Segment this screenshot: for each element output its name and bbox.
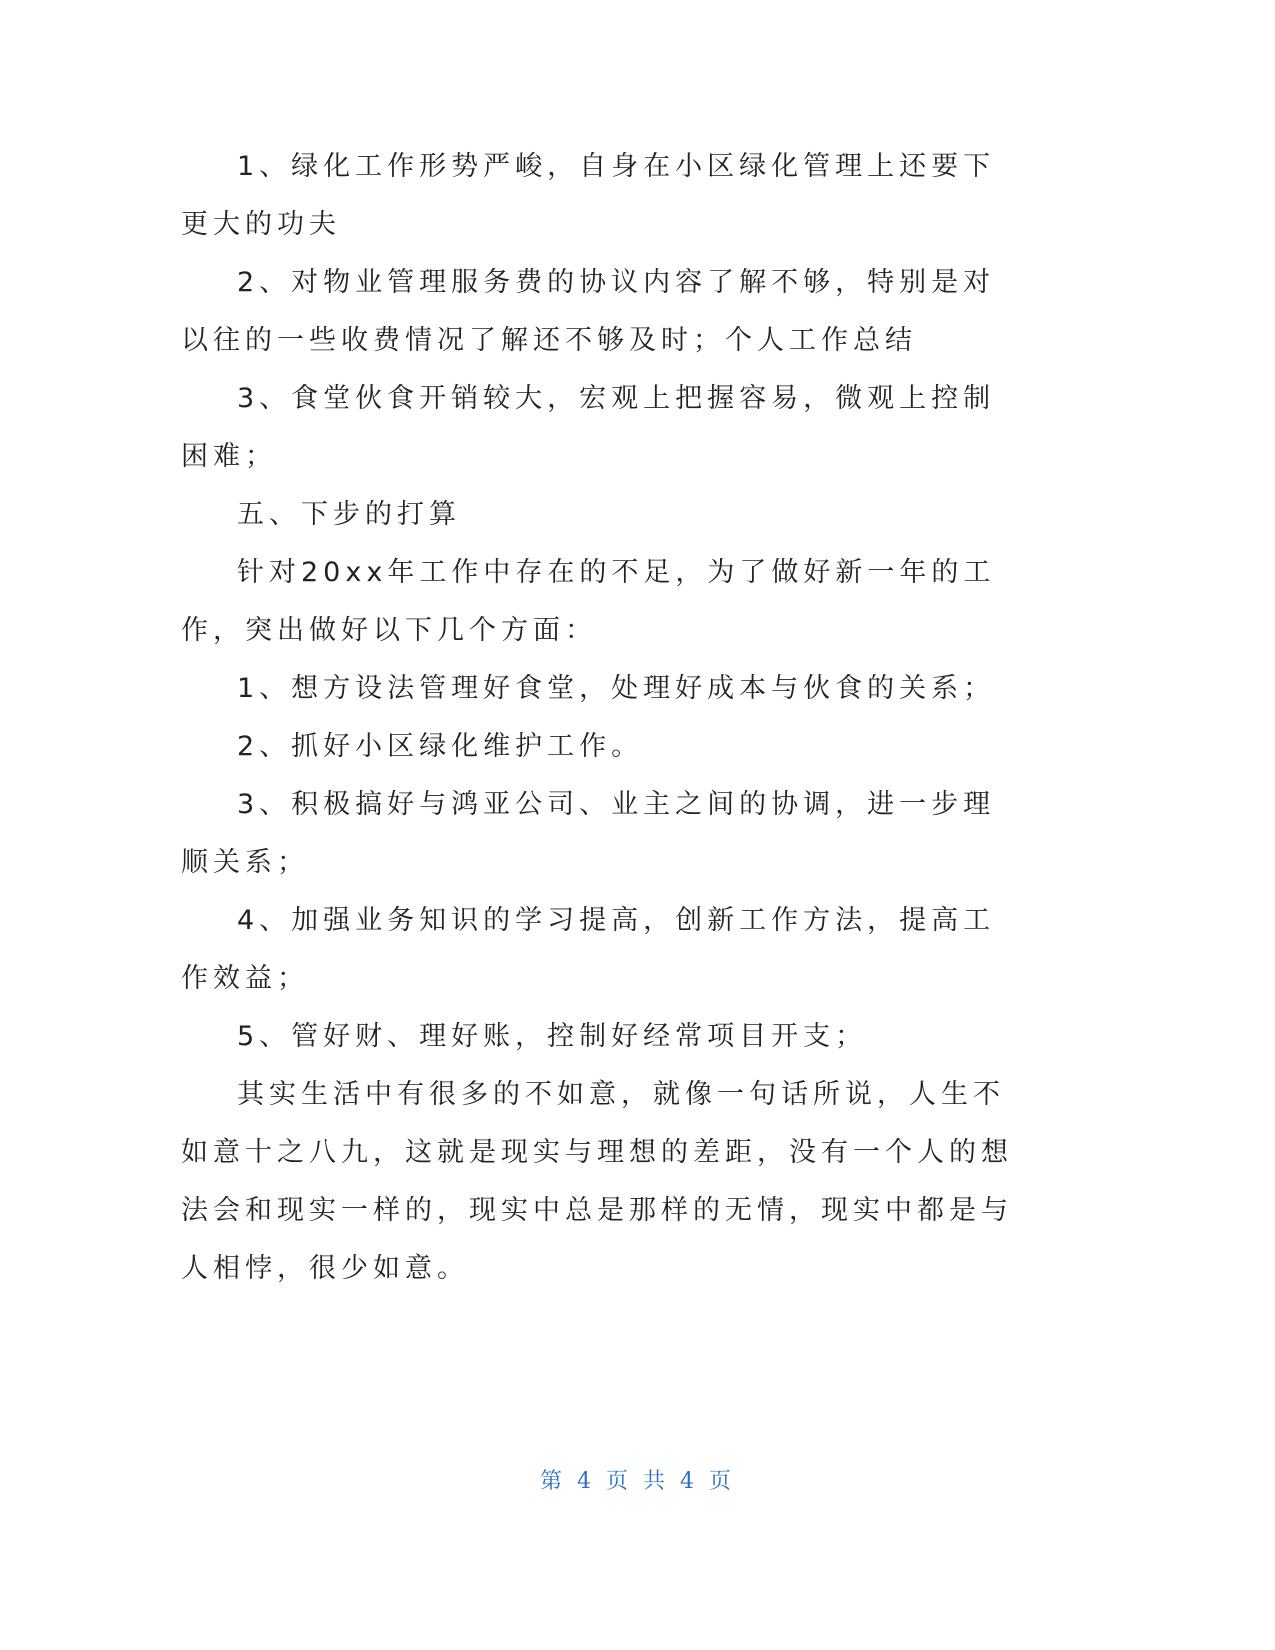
document-body [181,138,1021,1298]
section-heading-next-plan: 五、下步的打算 [237,499,461,530]
paragraph-fee-agreement-issue: 2、对物业管理服务费的协议内容了解不够，特别是对以往的一些收费情况了解还不够及时；个人工作总结 [181,267,996,356]
paragraph-plan-item-4: 4、加强业务知识的学习提高，创新工作方法，提高工作效益； [181,905,996,994]
paragraph-plan-item-2: 2、抓好小区绿化维护工作。 [237,731,644,762]
paragraph-plan-intro: 针对20xx年工作中存在的不足，为了做好新一年的工作，突出做好以下几个方面： [181,557,996,646]
paragraph-canteen-cost-issue: 3、食堂伙食开销较大，宏观上把握容易，微观上控制困难； [181,383,996,472]
paragraph-closing-reflection: 其实生活中有很多的不如意，就像一句话所说，人生不如意十之八九，这就是现实与理想的差距，没有一个人的想法会和现实一样的，现实中总是那样的无情，现实中都是与人相悖，很少如意。 [181,1079,1013,1284]
paragraph-plan-item-3: 3、积极搞好与鸿亚公司、业主之间的协调，进一步理顺关系； [181,789,996,878]
page-number-label: 第 4 页 共 4 页 [540,1469,735,1494]
paragraph-greening-issue: 1、绿化工作形势严峻，自身在小区绿化管理上还要下更大的功夫 [181,151,996,240]
page-footer [0,1466,1275,1498]
paragraph-plan-item-1: 1、想方设法管理好食堂，处理好成本与伙食的关系； [237,673,996,704]
paragraph-plan-item-5: 5、管好财、理好账，控制好经常项目开支； [237,1021,868,1052]
